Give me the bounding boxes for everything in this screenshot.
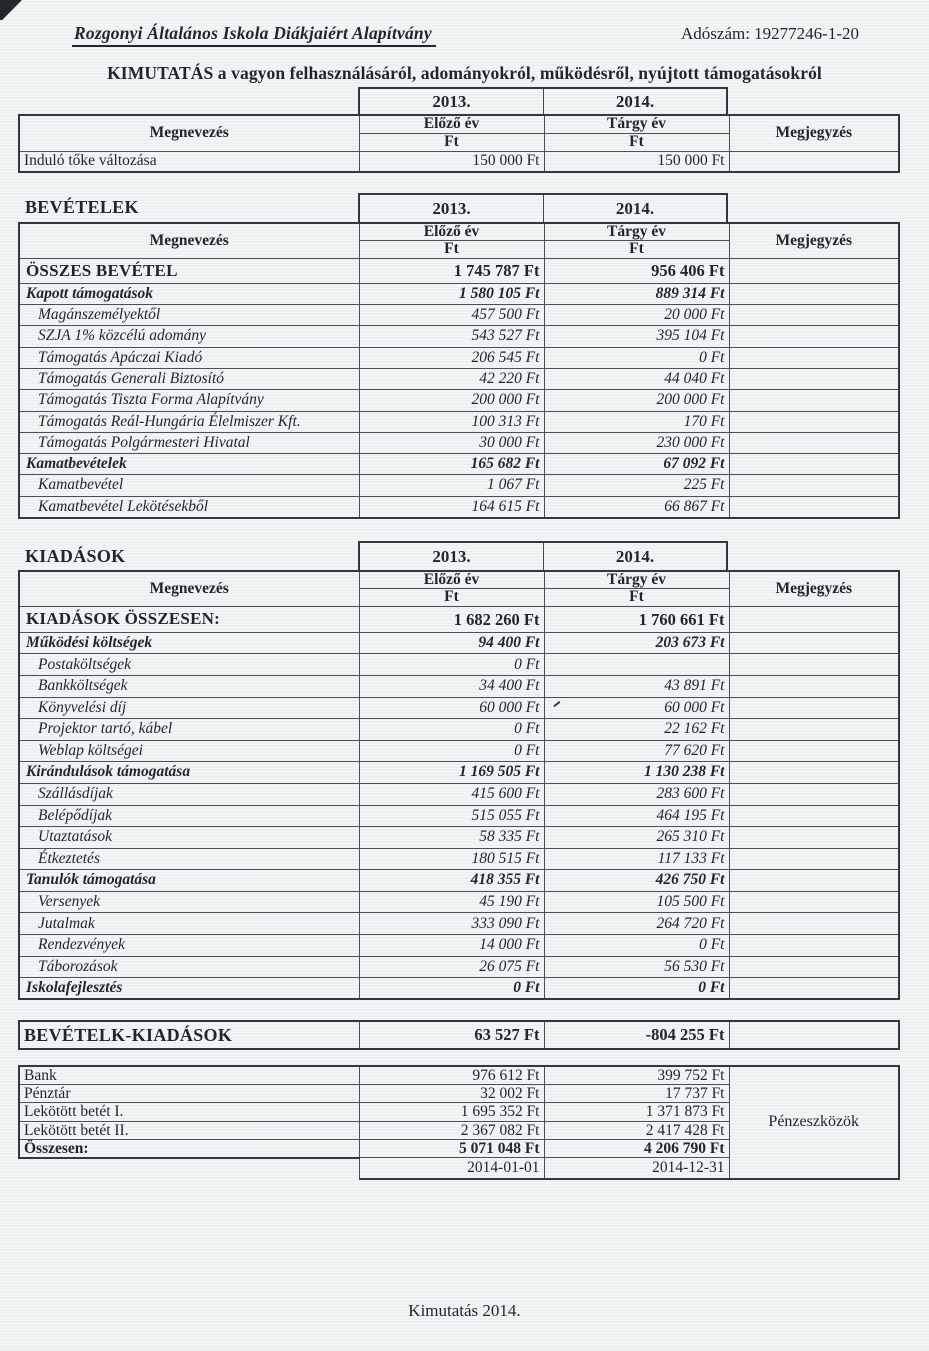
row-curr-value: 225 Ft (544, 475, 729, 496)
year-curr-label: 2014. (543, 89, 726, 114)
row-note (729, 606, 899, 632)
row-curr-value (544, 654, 729, 676)
row-curr-value: 66 867 Ft (544, 496, 729, 517)
row-label: Projektor tartó, kábel (19, 719, 359, 741)
footer-caption: Kimutatás 2014. (408, 1301, 521, 1320)
row-curr-value: 265 310 Ft (544, 827, 729, 849)
table-header-row (19, 115, 899, 133)
row-prev-value: 30 000 Ft (359, 432, 544, 453)
row-prev-value: 1 682 260 Ft (359, 606, 544, 632)
row-curr-value: 67 092 Ft (544, 454, 729, 475)
row-curr-value: 203 673 Ft (544, 632, 729, 654)
row-label: Működési költségek (19, 632, 359, 654)
row-note (729, 870, 899, 892)
year-prev-label: 2013. (432, 198, 471, 218)
table-header-row (19, 571, 899, 589)
row-prev-value: 418 355 Ft (359, 870, 544, 892)
row-curr-value: 395 104 Ft (544, 326, 729, 347)
row-label: Szállásdíjak (19, 783, 359, 805)
header-unit-ft: Ft (544, 589, 729, 607)
row-prev-value: 32 002 Ft (359, 1084, 544, 1102)
table-row (19, 956, 899, 978)
row-curr-value: 77 620 Ft (544, 740, 729, 762)
row-curr-value: 4 206 790 Ft (544, 1140, 729, 1158)
header-megjegyzes: Megjegyzés (729, 571, 899, 606)
balance-row (19, 1021, 899, 1049)
table-row (19, 870, 899, 892)
header-curr-year: Tárgy év (544, 115, 729, 133)
row-curr-value: 22 162 Ft (544, 719, 729, 741)
empty-cell (19, 1158, 359, 1179)
row-curr-value: 150 000 Ft (544, 151, 729, 172)
year-prev-label: 2013. (432, 546, 471, 566)
row-note (729, 326, 899, 347)
row-note (729, 956, 899, 978)
table-row (19, 258, 899, 283)
row-prev-value: 45 190 Ft (359, 891, 544, 913)
row-curr-value: 0 Ft (544, 935, 729, 957)
table-row (19, 935, 899, 957)
row-label: Jutalmak (19, 913, 359, 935)
row-prev-value: 34 400 Ft (359, 675, 544, 697)
table-row (19, 1066, 899, 1084)
table-row (19, 719, 899, 741)
table-row (19, 305, 899, 326)
row-label: Utaztatások (19, 827, 359, 849)
row-prev-value: 457 500 Ft (359, 305, 544, 326)
row-note (729, 913, 899, 935)
section-title-bevetelek: BEVÉTELEK (25, 197, 139, 217)
row-label: Iskolafejlesztés (19, 978, 359, 1000)
tax-number: Adószám: 19277246-1-20 (681, 24, 860, 43)
table-row (19, 347, 899, 368)
row-curr-value: 170 Ft (544, 411, 729, 432)
row-prev-value: 200 000 Ft (359, 390, 544, 411)
period-start-date: 2014-01-01 (359, 1158, 544, 1179)
year-header-kiadasok (358, 541, 728, 570)
row-note (729, 390, 899, 411)
row-note (729, 632, 899, 654)
header-unit-ft: Ft (544, 241, 729, 259)
scan-edge-artifact (0, 0, 22, 20)
opening-table (18, 114, 900, 173)
header-curr-year: Tárgy év (544, 571, 729, 589)
row-note (729, 283, 899, 304)
row-prev-value: 1 695 352 Ft (359, 1103, 544, 1121)
row-curr-value: 264 720 Ft (544, 913, 729, 935)
row-label: Rendezvények (19, 935, 359, 957)
table-row (19, 762, 899, 784)
row-note (729, 475, 899, 496)
row-label: Kirándulások támogatása (19, 762, 359, 784)
table-row (19, 913, 899, 935)
row-label: Könyvelési díj (19, 697, 359, 719)
row-prev-value: 206 545 Ft (359, 347, 544, 368)
row-label: Bankköltségek (19, 675, 359, 697)
row-label: Támogatás Tiszta Forma Alapítvány (19, 390, 359, 411)
row-label: Összesen: (19, 1140, 359, 1158)
header-megnevezes: Megnevezés (19, 223, 359, 258)
row-label: Kamatbevétel Lekötésekből (19, 496, 359, 517)
row-label: Pénztár (19, 1084, 359, 1102)
header-prev-year: Előző év (359, 115, 544, 133)
row-prev-value: 0 Ft (359, 740, 544, 762)
row-prev-value: 180 515 Ft (359, 848, 544, 870)
year-curr-label: 2014. (543, 543, 726, 570)
row-note (729, 432, 899, 453)
row-prev-value: 150 000 Ft (359, 151, 544, 172)
row-label: Tanulók támogatása (19, 870, 359, 892)
table-row (19, 805, 899, 827)
row-label: Belépődíjak (19, 805, 359, 827)
table-row (19, 606, 899, 632)
balance-table (18, 1020, 900, 1050)
table-row (19, 151, 899, 172)
header-megnevezes: Megnevezés (19, 571, 359, 606)
row-note (729, 411, 899, 432)
row-prev-value: 515 055 Ft (359, 805, 544, 827)
row-prev-value: 0 Ft (359, 654, 544, 676)
table-row (19, 632, 899, 654)
row-prev-value: 42 220 Ft (359, 368, 544, 389)
row-curr-value: 230 000 Ft (544, 432, 729, 453)
row-label: Lekötött betét I. (19, 1103, 359, 1121)
row-note (729, 454, 899, 475)
row-curr-value: 283 600 Ft (544, 783, 729, 805)
table-row (19, 848, 899, 870)
table-row (19, 432, 899, 453)
year-header-opening (358, 87, 728, 114)
header-curr-year: Tárgy év (544, 223, 729, 241)
row-label: Bank (19, 1066, 359, 1084)
row-label: ÖSSZES BEVÉTEL (19, 258, 359, 283)
row-prev-value: 100 313 Ft (359, 411, 544, 432)
table-row (19, 978, 899, 1000)
year-header-bevetelek (358, 193, 728, 222)
row-label: Kamatbevétel (19, 475, 359, 496)
row-prev-value: 165 682 Ft (359, 454, 544, 475)
row-note (729, 978, 899, 1000)
assets-table (18, 1065, 900, 1180)
row-curr-value: 426 750 Ft (544, 870, 729, 892)
row-curr-value: 60 000 Ft (544, 697, 729, 719)
row-label: Kamatbevételek (19, 454, 359, 475)
table-row (19, 475, 899, 496)
header-megnevezes: Megnevezés (19, 115, 359, 151)
balance-note (729, 1021, 899, 1049)
row-label: Támogatás Apáczai Kiadó (19, 347, 359, 368)
row-label: Induló tőke változása (19, 151, 359, 172)
table-row (19, 697, 899, 719)
row-prev-value: 58 335 Ft (359, 827, 544, 849)
row-curr-value: 2 417 428 Ft (544, 1121, 729, 1139)
row-prev-value: 14 000 Ft (359, 935, 544, 957)
header-unit-ft: Ft (359, 589, 544, 607)
doc-title: KIMUTATÁS a vagyon felhasználásáról, adományokról, működésről, nyújtott támogatásokról (107, 63, 822, 83)
header-prev-year: Előző év (359, 571, 544, 589)
row-note (729, 151, 899, 172)
row-note (729, 935, 899, 957)
row-note (729, 368, 899, 389)
row-curr-value: 105 500 Ft (544, 891, 729, 913)
row-note (729, 697, 899, 719)
row-curr-value: 56 530 Ft (544, 956, 729, 978)
table-row (19, 454, 899, 475)
table-row (19, 411, 899, 432)
row-prev-value: 976 612 Ft (359, 1066, 544, 1084)
table-row (19, 390, 899, 411)
row-prev-value: 2 367 082 Ft (359, 1121, 544, 1139)
row-prev-value: 5 071 048 Ft (359, 1140, 544, 1158)
row-prev-value: 26 075 Ft (359, 956, 544, 978)
row-note (729, 675, 899, 697)
row-prev-value: 1 169 505 Ft (359, 762, 544, 784)
row-note (729, 740, 899, 762)
row-prev-value: 0 Ft (359, 978, 544, 1000)
row-label: Támogatás Reál-Hungária Élelmiszer Kft. (19, 411, 359, 432)
row-curr-value: 20 000 Ft (544, 305, 729, 326)
row-curr-value: 399 752 Ft (544, 1066, 729, 1084)
row-prev-value: 415 600 Ft (359, 783, 544, 805)
header-megjegyzes: Megjegyzés (729, 223, 899, 258)
row-note (729, 783, 899, 805)
row-note (729, 258, 899, 283)
table-row (19, 283, 899, 304)
row-curr-value: 44 040 Ft (544, 368, 729, 389)
balance-curr-value: -804 255 Ft (544, 1021, 729, 1049)
row-prev-value: 0 Ft (359, 719, 544, 741)
row-note (729, 848, 899, 870)
row-prev-value: 1 067 Ft (359, 475, 544, 496)
row-label: Kapott támogatások (19, 283, 359, 304)
row-curr-value: 956 406 Ft (544, 258, 729, 283)
row-label: KIADÁSOK ÖSSZESEN: (19, 606, 359, 632)
row-note (729, 496, 899, 517)
row-label: Versenyek (19, 891, 359, 913)
row-curr-value: 0 Ft (544, 347, 729, 368)
table-row (19, 368, 899, 389)
table-row (19, 326, 899, 347)
row-curr-value: 1 371 873 Ft (544, 1103, 729, 1121)
row-label: Táborozások (19, 956, 359, 978)
row-curr-value: 464 195 Ft (544, 805, 729, 827)
table-row (19, 496, 899, 517)
assets-note-label: Pénzeszközök (729, 1066, 899, 1179)
row-curr-value: 0 Ft (544, 978, 729, 1000)
row-curr-value: 1 130 238 Ft (544, 762, 729, 784)
row-note (729, 305, 899, 326)
row-label: Postaköltségek (19, 654, 359, 676)
row-note (729, 654, 899, 676)
row-curr-value: 43 891 Ft (544, 675, 729, 697)
table-row (19, 740, 899, 762)
org-name: Rozgonyi Általános Iskola Diákjaiért Alapítvány (72, 23, 436, 47)
row-note (729, 762, 899, 784)
table-row (19, 654, 899, 676)
row-label: Weblap költségei (19, 740, 359, 762)
year-prev-label: 2013. (432, 91, 471, 111)
header-unit-ft: Ft (359, 241, 544, 259)
row-label: Támogatás Generali Biztosító (19, 368, 359, 389)
row-prev-value: 60 000 Ft (359, 697, 544, 719)
row-curr-value: 117 133 Ft (544, 848, 729, 870)
row-prev-value: 1 745 787 Ft (359, 258, 544, 283)
row-curr-value: 200 000 Ft (544, 390, 729, 411)
row-note (729, 347, 899, 368)
row-curr-value: 1 760 661 Ft (544, 606, 729, 632)
row-curr-value: 889 314 Ft (544, 283, 729, 304)
row-curr-value: 17 737 Ft (544, 1084, 729, 1102)
row-label: Magánszemélyektől (19, 305, 359, 326)
row-prev-value: 543 527 Ft (359, 326, 544, 347)
balance-prev-value: 63 527 Ft (359, 1021, 544, 1049)
header-unit-ft: Ft (359, 133, 544, 151)
pen-mark-icon (552, 701, 561, 710)
year-curr-label: 2014. (543, 195, 726, 222)
row-note (729, 891, 899, 913)
table-header-row (19, 223, 899, 241)
balance-label: BEVÉTELK-KIADÁSOK (19, 1021, 359, 1049)
table-row (19, 891, 899, 913)
kiadasok-table (18, 570, 900, 1000)
period-end-date: 2014-12-31 (544, 1158, 729, 1179)
header-prev-year: Előző év (359, 223, 544, 241)
row-note (729, 805, 899, 827)
row-label: SZJA 1% közcélú adomány (19, 326, 359, 347)
header-unit-ft: Ft (544, 133, 729, 151)
row-prev-value: 94 400 Ft (359, 632, 544, 654)
section-title-kiadasok: KIADÁSOK (25, 546, 126, 566)
table-row (19, 675, 899, 697)
row-label: Támogatás Polgármesteri Hivatal (19, 432, 359, 453)
row-label: Lekötött betét II. (19, 1121, 359, 1139)
table-row (19, 783, 899, 805)
row-prev-value: 333 090 Ft (359, 913, 544, 935)
bevetelek-table (18, 222, 900, 519)
row-note (729, 719, 899, 741)
table-row (19, 827, 899, 849)
row-note (729, 827, 899, 849)
row-prev-value: 164 615 Ft (359, 496, 544, 517)
row-prev-value: 1 580 105 Ft (359, 283, 544, 304)
row-label: Étkeztetés (19, 848, 359, 870)
header-megjegyzes: Megjegyzés (729, 115, 899, 151)
